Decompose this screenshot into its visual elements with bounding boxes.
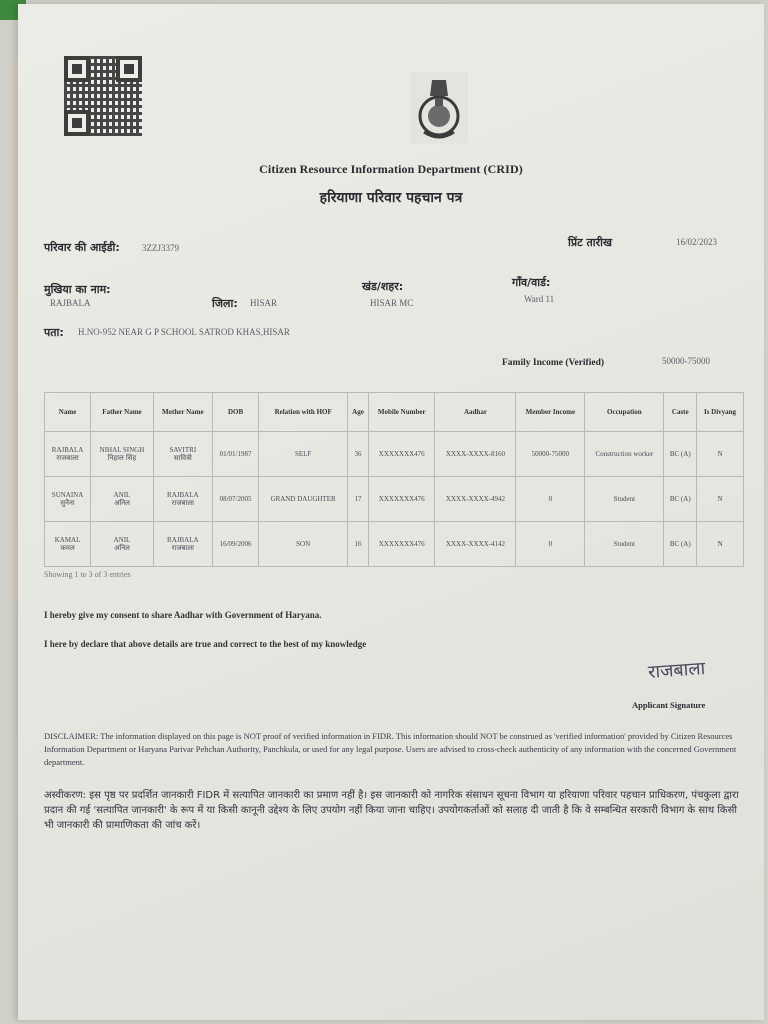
table-row: [45, 522, 744, 567]
cell-text: 17: [354, 495, 362, 503]
cell-text: XXXX-XXXX-4942: [445, 495, 506, 503]
table-cell-relation: [259, 432, 348, 477]
table-row: [45, 432, 744, 477]
table-header-cell: Mother Name: [153, 393, 212, 432]
cell-text: ANIL: [113, 535, 131, 544]
table-cell-relation: [259, 477, 348, 522]
table-header-cell: Caste: [664, 393, 697, 432]
disclaimer-english: DISCLAIMER: The information displayed on this page is NOT proof of verified information in FIDR. This information should NOT be construed as 'verified information' provided by Citizen Resources Information Department or Haryana Parivar Pehchan Authority, Panchkula, or used for any legal purpose. Users are advised to cross-check authenticity of any information with the concerned Government department.: [44, 731, 737, 767]
cell-text-hindi: निहाल सिंह: [107, 453, 137, 462]
table-header-cell: Is Divyang: [697, 393, 744, 432]
table-cell-occupation: [585, 477, 664, 522]
block-label: खंड/शहर:: [362, 280, 404, 293]
table-cell-income: [516, 432, 585, 477]
applicant-signature: राजबाला: [647, 658, 706, 683]
table-cell-father: [91, 432, 154, 477]
cell-text: BC (A): [669, 540, 691, 548]
table-header-cell: DOB: [212, 393, 259, 432]
block-value: HISAR MC: [370, 298, 414, 308]
table-cell-mother: [153, 432, 212, 477]
table-cell-mobile: [369, 432, 435, 477]
cell-text: 01/01/1987: [219, 450, 252, 458]
cell-text-hindi: राजबाला: [56, 453, 79, 462]
family-members-table: [44, 392, 744, 567]
table-cell-name: [45, 522, 91, 567]
qr-code-icon: [64, 56, 142, 136]
cell-text: 0: [548, 540, 553, 548]
table-cell-dob: [212, 477, 259, 522]
table-cell-occupation: [585, 432, 664, 477]
head-name-label: मुखिया का नाम:: [44, 283, 111, 296]
cell-text: Student: [613, 495, 636, 503]
table-cell-relation: [259, 522, 348, 567]
cell-text-hindi: कमल: [60, 543, 75, 552]
cell-text: XXXXXXX476: [378, 450, 425, 458]
cell-text: KAMAL: [54, 535, 81, 544]
cell-text: XXXXXXX476: [378, 540, 425, 548]
table-header-row: [45, 393, 744, 432]
cell-text-hindi: राजबाला: [171, 543, 194, 552]
table-header-cell: Aadhar: [435, 393, 516, 432]
table-header-cell: Member Income: [516, 393, 585, 432]
table-cell-dob: [212, 432, 259, 477]
cell-text: 16/09/2006: [219, 540, 252, 548]
cell-text: Construction worker: [595, 450, 654, 458]
table-header-cell: Father Name: [91, 393, 154, 432]
cell-text: SAVITRI: [169, 445, 197, 454]
village-ward-value: Ward 11: [524, 294, 555, 304]
cell-text: ANIL: [113, 490, 131, 499]
declaration-text: I here by declare that above details are true and correct to the best of my knowledge: [44, 639, 367, 649]
cell-text-hindi: राजबाला: [171, 498, 194, 507]
table-cell-mother: [153, 477, 212, 522]
department-title: Citizen Resource Information Department (CRID): [259, 162, 523, 176]
cell-text: SUNAINA: [51, 490, 84, 499]
table-cell-caste: [664, 522, 697, 567]
address-label: पता:: [44, 326, 64, 339]
table-cell-divyang: [697, 477, 744, 522]
cell-text-hindi: अनिल: [114, 498, 130, 507]
cell-text: 08/07/2005: [219, 495, 252, 503]
table-cell-caste: [664, 432, 697, 477]
cell-text: 36: [354, 450, 362, 458]
table-cell-age: [347, 432, 368, 477]
district-label: जिला:: [212, 297, 238, 310]
cell-text: XXXXXXX476: [378, 495, 425, 503]
cell-text: 50000-75000: [531, 450, 569, 458]
table-cell-age: [347, 522, 368, 567]
print-date-value: 16/02/2023: [676, 237, 718, 247]
table-cell-aadhar: [435, 522, 516, 567]
table-cell-name: [45, 477, 91, 522]
cell-text: SON: [296, 540, 311, 548]
head-name-value: RAJBALA: [50, 298, 91, 308]
table-cell-aadhar: [435, 432, 516, 477]
table-cell-age: [347, 477, 368, 522]
cell-text-hindi: सुनैना: [60, 498, 75, 507]
cell-text: BC (A): [669, 450, 691, 458]
table-header-cell: Name: [45, 393, 91, 432]
table-cell-mobile: [369, 522, 435, 567]
table-entries-info: Showing 1 to 3 of 3 entries: [44, 570, 131, 579]
family-income-label: Family Income (Verified): [502, 358, 605, 368]
cell-text: NIHAL SINGH: [99, 445, 145, 454]
aadhar-consent-text: I hereby give my consent to share Aadhar with Government of Haryana.: [44, 610, 322, 620]
family-id-value: 3ZZJ3379: [142, 243, 179, 253]
table-cell-mother: [153, 522, 212, 567]
cell-text: N: [717, 495, 723, 503]
table-cell-aadhar: [435, 477, 516, 522]
table-cell-name: [45, 432, 91, 477]
cell-text: RAJBALA: [51, 445, 84, 454]
cell-text: RAJBALA: [167, 490, 199, 499]
address-value: H.NO-952 NEAR G P SCHOOL SATROD KHAS,HISAR: [78, 327, 290, 337]
family-income-value: 50000-75000: [662, 356, 710, 366]
table-cell-mobile: [369, 477, 435, 522]
cell-text: XXXX-XXXX-4142: [445, 540, 506, 548]
cell-text: N: [717, 450, 723, 458]
table-cell-father: [91, 522, 154, 567]
haryana-emblem-icon: [410, 72, 468, 144]
applicant-signature-label: Applicant Signature: [632, 700, 706, 710]
table-cell-income: [516, 477, 585, 522]
table-cell-divyang: [697, 522, 744, 567]
table-cell-income: [516, 522, 585, 567]
cell-text-hindi: सावित्री: [173, 453, 192, 462]
cell-text: BC (A): [669, 495, 691, 503]
cell-text: Student: [613, 540, 636, 548]
table-cell-father: [91, 477, 154, 522]
cell-text: XXXX-XXXX-8160: [445, 450, 506, 458]
cell-text-hindi: अनिल: [114, 543, 130, 552]
family-id-label: परिवार की आईडी:: [44, 241, 120, 254]
table-cell-divyang: [697, 432, 744, 477]
cell-text: SELF: [294, 450, 312, 458]
district-value: HISAR: [250, 298, 278, 308]
table-row: [45, 477, 744, 522]
cell-text: GRAND DAUGHTER: [270, 495, 336, 503]
document-title: हरियाणा परिवार पहचान पत्र: [319, 190, 463, 206]
table-cell-occupation: [585, 522, 664, 567]
cell-text: 16: [354, 540, 362, 548]
cell-text: N: [717, 540, 723, 548]
table-cell-caste: [664, 477, 697, 522]
village-ward-label: गाँव/वार्ड:: [512, 276, 551, 289]
table-header-cell: Mobile Number: [369, 393, 435, 432]
table-header-cell: Occupation: [585, 393, 664, 432]
cell-text: RAJBALA: [167, 535, 199, 544]
table-cell-dob: [212, 522, 259, 567]
disclaimer-hindi: अस्वीकरण: इस पृष्ठ पर प्रदर्शित जानकारी FIDR में सत्यापित जानकारी का प्रमाण नहीं है। इस जानकारी को नागरिक संसाधन सूचना विभाग या हरियाणा परिवार पहचान प्राधिकरण, पंचकुला द्वारा प्रदान की गई 'सत्यापित जानकारी' के रूप में या किसी कानूनी उद्देश्य के लिए उपयोग नहीं किया जाना चाहिए। उपयोगकर्ताओं को सलाह दी जाती है कि वे सम्बन्धित सरकारी विभाग के साथ किसी भी जानकारी की प्रामाणिकता की जांच करें।: [44, 790, 739, 831]
print-date-label: प्रिंट तारीख: [568, 236, 612, 249]
document-sheet: [18, 4, 764, 1020]
cell-text: 0: [548, 495, 553, 503]
table-header-cell: Relation with HOF: [259, 393, 348, 432]
table-header-cell: Age: [347, 393, 368, 432]
